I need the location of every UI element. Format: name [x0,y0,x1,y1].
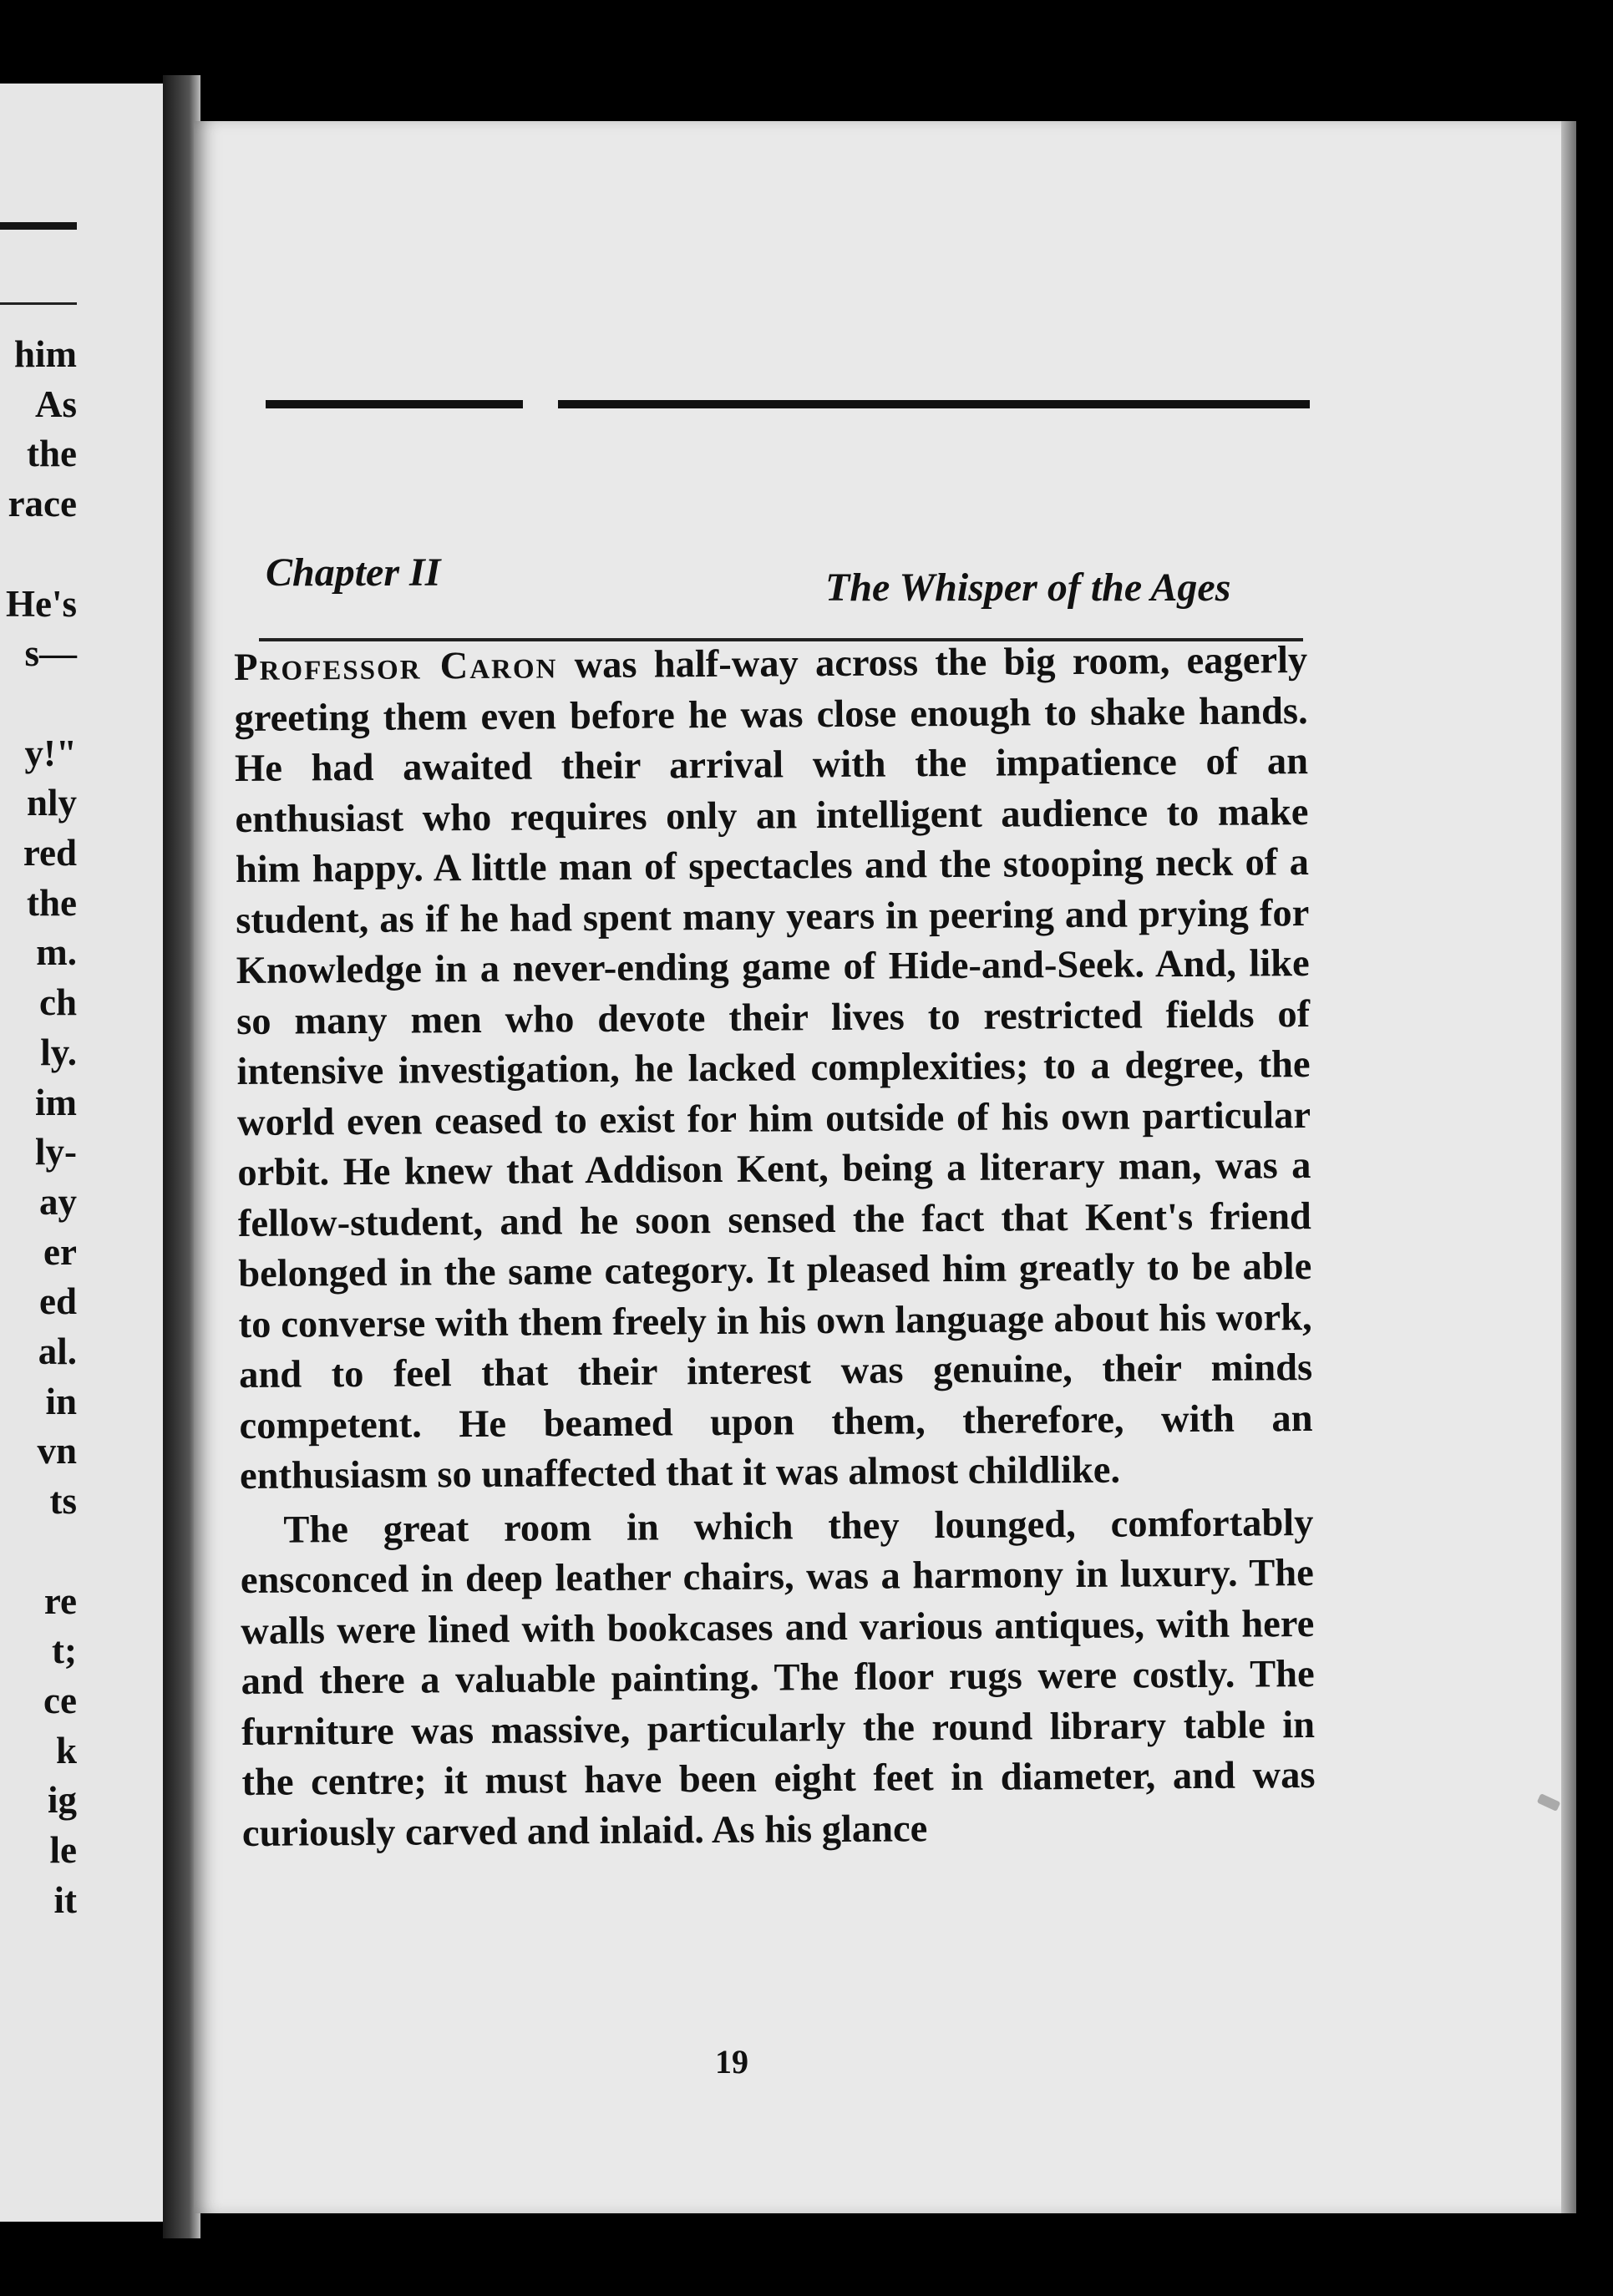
left-page-fragment: al. [38,1330,77,1372]
left-page-fragment: ay [39,1180,77,1223]
header-rule-right [558,400,1310,408]
left-page-fragment: ly. [40,1031,77,1073]
left-page-fragment: ed [39,1280,77,1323]
left-page-fragment: He's [6,582,77,625]
left-page-fragment: ly- [35,1131,77,1173]
left-page-fragment: the [27,433,77,475]
paragraph-1-text: was half-way across the big room, eagerly greeting them even before he was close enough to shake hands. He had awaited their arrival with the impatience of an enthusiast who requires only an intelligent audience to make him happy. A little man of spectacles and the stooping neck of a student, as if he had spent many years in peering and prying for Knowledge in a never-ending game of Hide-and-Seek. And, like so many men who devote their lives to restricted fields of intensive investigation, he lacked complexities; to a degree, the world even ceased to exist for him outside of his own particular orbit. He knew that Addison Kent, being a literary man, was a fellow-student, and he soon sensed the fact that Kent's friend belonged in the same category. It pleased him greatly to be able to converse with them freely in his own language about his work, and to feel that their interest was genuine, their minds competent. He beamed upon them, therefore, with an enthusiasm so unaffected that it was almost childlike. [234,639,1313,1498]
header-rule-left [266,400,523,408]
left-page-fragment: it [53,1878,77,1921]
left-page-fragment: in [45,1380,77,1422]
paragraph-1-lead: Professor Caron [234,644,558,689]
page-number: 19 [715,2043,748,2081]
left-page-fragment: vn [37,1430,77,1472]
left-page-fragment: le [49,1829,77,1871]
chapter-label: Chapter II [266,550,441,595]
left-page-fragment: s— [24,632,77,675]
left-page-fragment: t; [52,1630,77,1672]
left-page-fragment: m. [36,931,77,974]
left-page-fragment: y!" [24,732,77,774]
left-page-fragment: ig [47,1779,77,1822]
paragraph-2: The great room in which they lounged, comfortably ensconced in deep leather chairs, was a harmony in luxury. The walls were lined with bookcases and various antiques, with here and there a valuable painting. The floor rugs were costly. The furniture was massive, particularly the round library table in the centre; it must have been eight feet in diameter, and was curiously carved and inlaid. As his glance [240,1501,1316,1855]
running-title: The Whisper of the Ages [825,565,1231,610]
left-page-rule-thick [0,222,77,230]
paragraph-1 [234,636,1313,1502]
left-page-fragment: the [27,881,77,924]
body-text [234,636,1316,1859]
left-page-fragment: er [43,1230,77,1273]
left-page-rule-thin [0,302,77,305]
left-page-fragment: red [23,832,77,874]
left-page-fragment: ts [49,1480,77,1523]
left-page-fragment: k [55,1729,77,1771]
left-page-fragment: As [34,383,77,425]
left-page-fragment: ce [43,1679,77,1721]
left-page-fragment: re [43,1579,77,1622]
left-page-edge [0,84,175,2222]
left-page-fragment: nly [26,782,77,824]
left-page-fragment: ch [39,981,77,1024]
left-page-fragment: im [35,1081,77,1123]
left-page-fragment: him [13,333,77,375]
left-page-fragment: race [8,483,77,525]
